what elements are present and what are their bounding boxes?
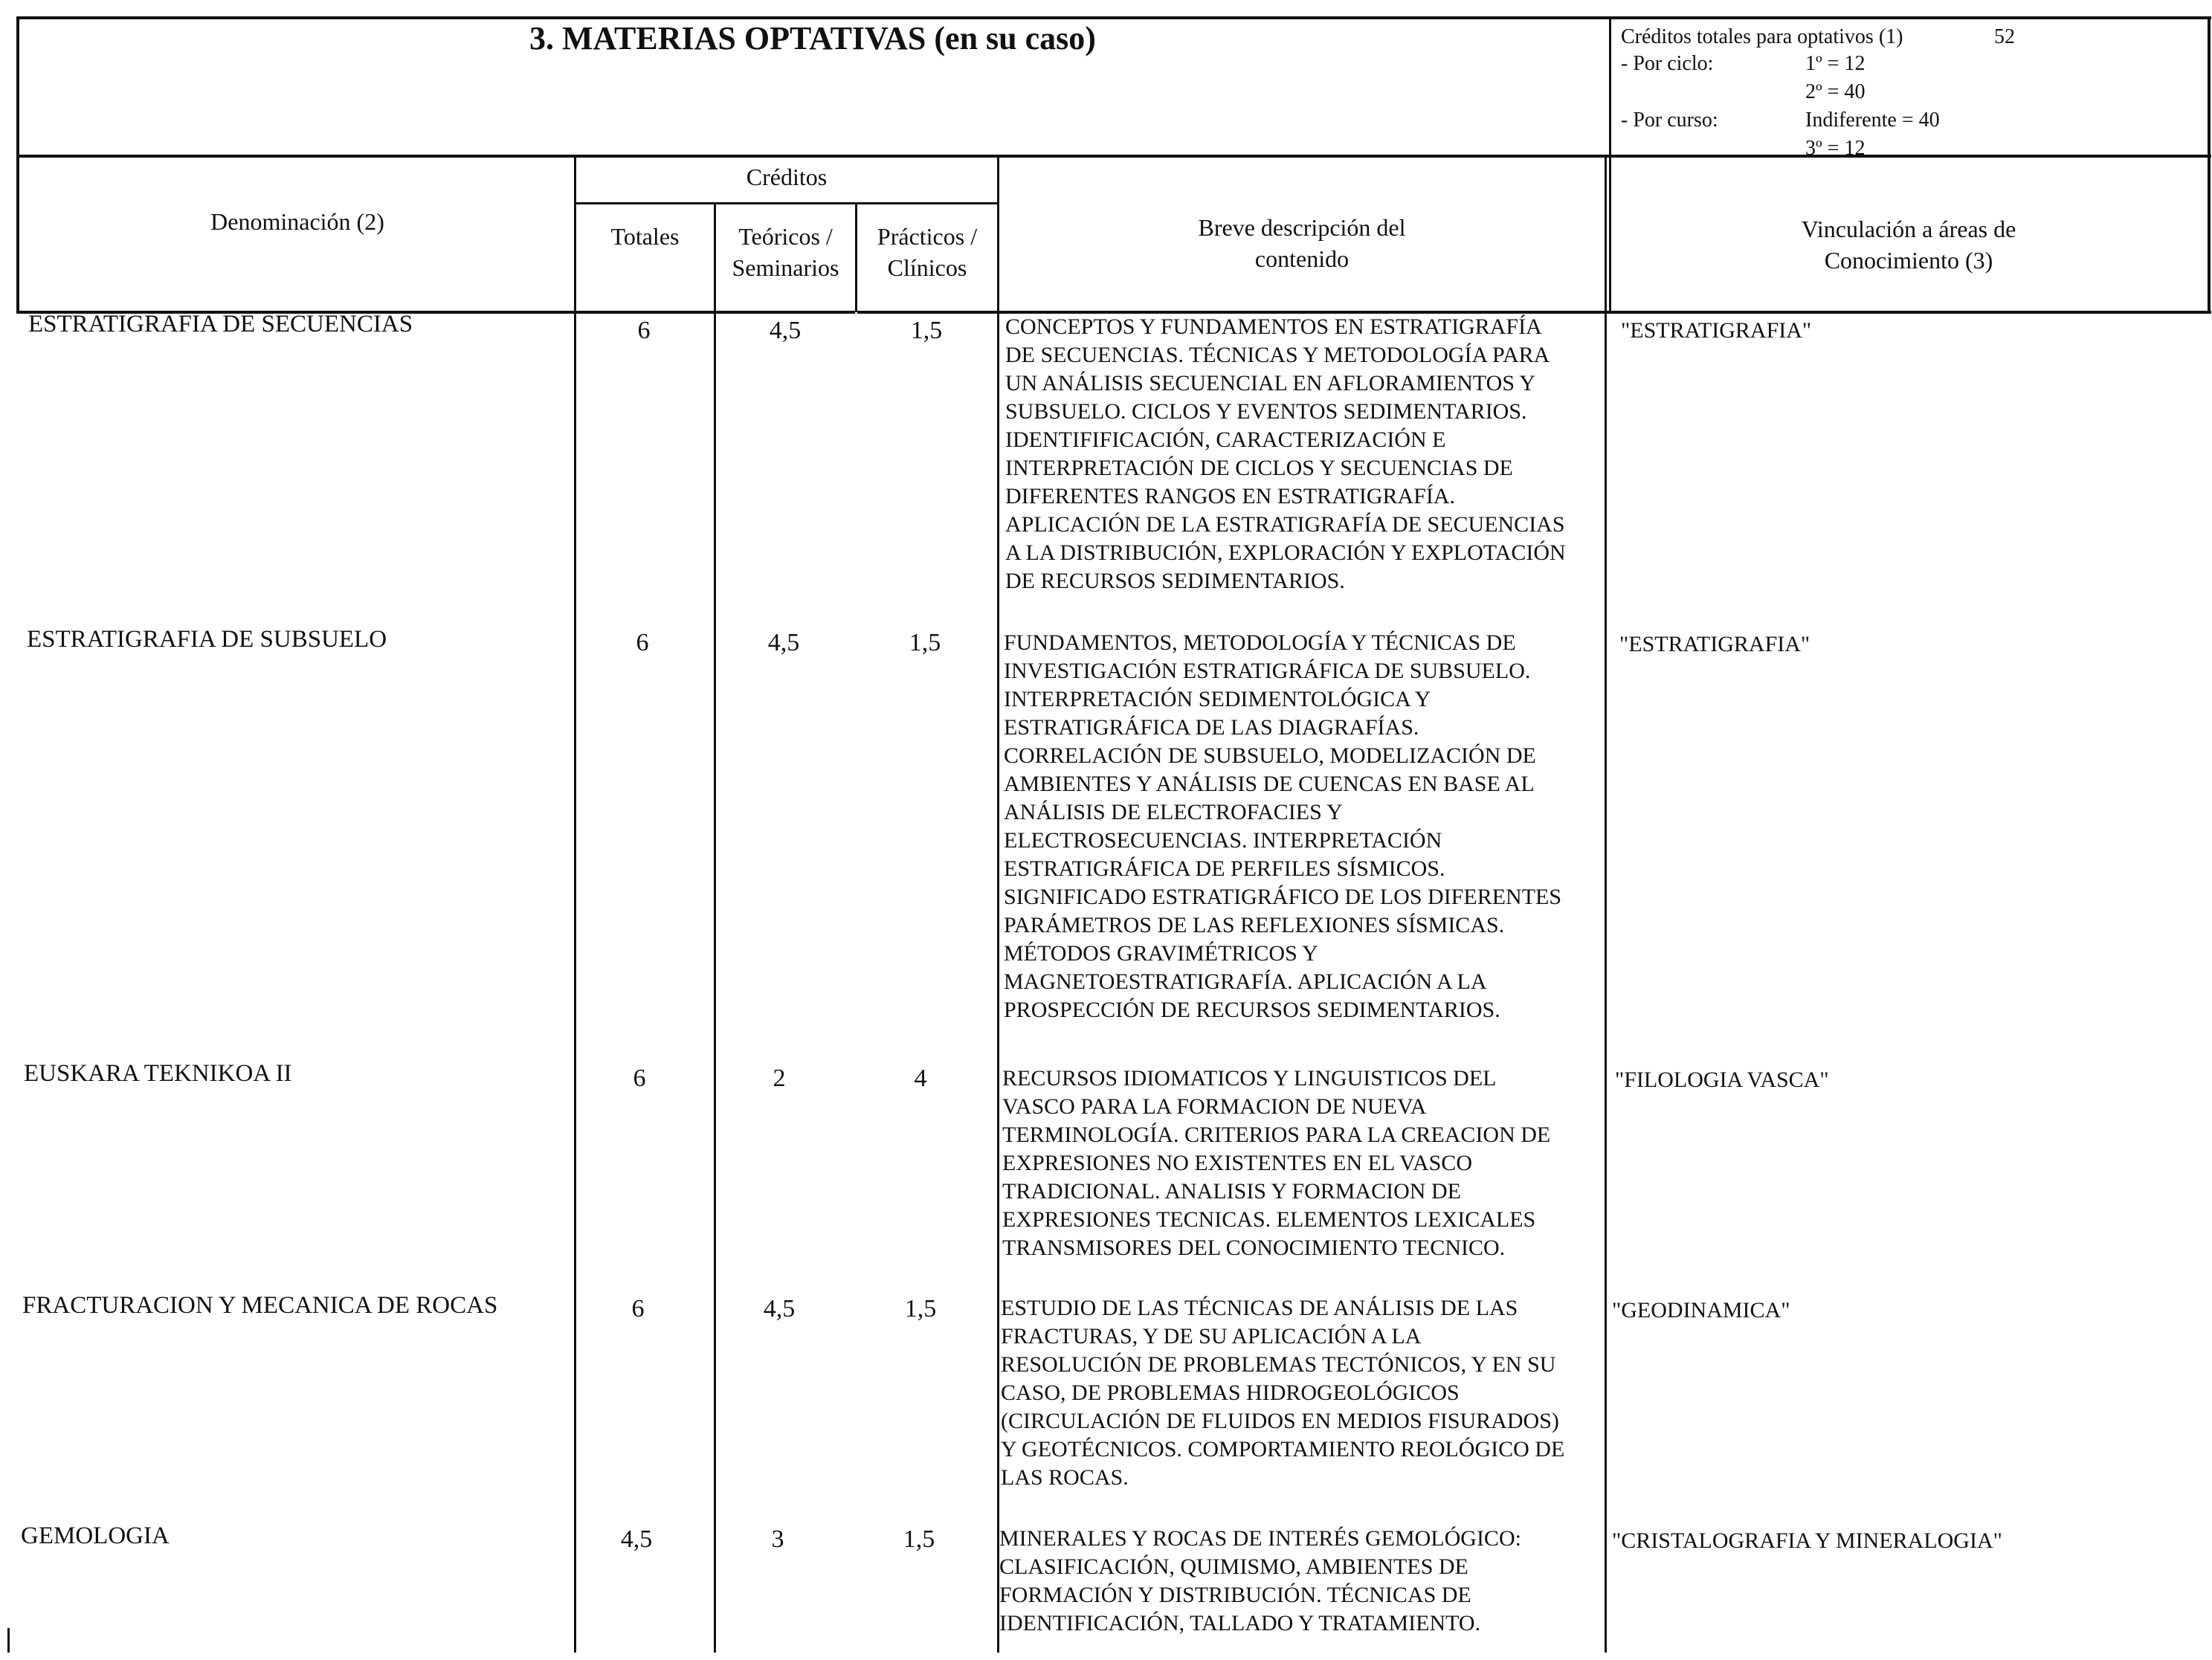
row-5-name: GEMOLOGIA [21,1522,170,1549]
row-5-teoricos: 3 [771,1525,784,1553]
column-header-teoricos-line1: Teóricos / [738,223,833,250]
row-2-practicos: 1,5 [909,629,941,656]
curso-3-value: 3º = 12 [1805,137,1866,160]
creditos-group-rule [574,202,999,204]
column-header-creditos: Créditos [746,164,828,190]
curso-indiferente-value: Indiferente = 40 [1805,109,1940,132]
row-2-area: "ESTRATIGRAFIA" [1619,632,1810,656]
row-2-totales: 6 [636,629,649,656]
ciclo-1-value: 1º = 12 [1805,52,1866,75]
column-header-descripcion-line1: Breve descripción del [1198,214,1406,241]
row-2-teoricos: 4,5 [767,629,800,656]
row-1-totales: 6 [637,317,651,344]
creditos-group-left [574,156,576,1653]
title-bottom-rule [16,155,2211,158]
row-2-description: FUNDAMENTOS, METODOLOGÍA Y TÉCNICAS DE INVESTIGACIÓN ESTRATIGRÁFICA DE SUBSUELO. INTERPRETACIÓN SEDIMENTOLÓGICA Y ESTRATIGRÁFICA DE LAS DIAGRAFÍAS. CORRELACIÓN DE SUBSUELO, MODELIZACIÓN DE AMBIENTES Y ANÁLISIS DE CUENCAS EN BASE AL ANÁLISIS DE ELECTROFACIES Y ELECTROSECUENCIAS. INTERPRETACIÓN ESTRATIGRÁFICA DE PERFILES SÍSMICOS. SIGNIFICADO ESTRATIGRÁFICO DE LOS DIFERENTES PARÁMETROS DE LAS REFLEXIONES SÍSMICAS. MÉTODOS GRAVIMÉTRICOS Y MAGNETOESTRATIGRAFÍA. APLICACIÓN A LA PROSPECCIÓN DE RECURSOS SEDIMENTARIOS. [1004,630,1562,1022]
row-1-teoricos: 4,5 [769,317,802,344]
row-5-totales: 4,5 [620,1525,653,1553]
row-4-practicos: 1,5 [904,1295,937,1322]
row-1-description: CONCEPTOS Y FUNDAMENTOS EN ESTRATIGRAFÍA DE SECUENCIAS. TÉCNICAS Y METODOLOGÍA PARA UN ANÁLISIS SECUENCIAL EN AFLORAMIENTOS Y SUBSUELO. CICLOS Y EVENTOS SEDIMENTARIOS. IDENTIFIFICACIÓN, CARACTERIZACIÓN E INTERPRETACIÓN DE CICLOS Y SECUENCIAS DE DIFERENTES RANGOS EN ESTRATIGRAFÍA. APLICACIÓN DE LA ESTRATIGRAFÍA DE SECUENCIAS A LA DISTRIBUCIÓN, EXPLORACIÓN Y EXPLOTACIÓN DE RECURSOS SEDIMENTARIOS. [1005,314,1566,593]
row-1-area: "ESTRATIGRAFIA" [1621,318,1812,343]
credits-total-value: 52 [1994,25,2015,48]
creditos-group-right [997,156,999,1653]
column-header-vinculacion-line1: Vinculación a áreas de [1801,216,2016,242]
credits-total-label: Créditos totales para optativos (1) [1621,25,1903,48]
row-1-practicos: 1,5 [910,317,943,344]
row-3-totales: 6 [633,1065,646,1092]
row-4-teoricos: 4,5 [763,1295,796,1322]
body-left-edge [7,1628,10,1653]
por-curso-label: - Por curso: [1621,109,1718,132]
column-header-descripcion-line2: contenido [1254,245,1350,272]
ciclo-2-value: 2º = 40 [1805,80,1866,103]
column-header-teoricos-line2: Seminarios [732,254,839,281]
description-area-divider [1605,156,1607,1653]
row-4-totales: 6 [631,1295,645,1322]
row-5-description: MINERALES Y ROCAS DE INTERÉS GEMOLÓGICO: CLASIFICACIÓN, QUIMISMO, AMBIENTES DE FORMACIÓN Y DISTRIBUCIÓN. TÉCNICAS DE IDENTIFICACIÓN, TALLADO Y TRATAMIENTO. [999,1526,1521,1635]
row-5-practicos: 1,5 [903,1525,935,1553]
row-3-description: RECURSOS IDIOMATICOS Y LINGUISTICOS DEL VASCO PARA LA FORMACION DE NUEVA TERMINOLOGÍA. CRITERIOS PARA LA CREACION DE EXPRESIONES NO EXISTENTES EN EL VASCO TRADICIONAL. ANALISIS Y FORMACION DE EXPRESIONES TECNICAS. ELEMENTOS LEXICALES TRANSMISORES DEL CONOCIMIENTO TECNICO. [1002,1066,1551,1260]
row-3-area: "FILOLOGIA VASCA" [1615,1068,1829,1092]
page-title: 3. MATERIAS OPTATIVAS (en su caso) [529,20,1096,56]
row-4-description: ESTUDIO DE LAS TÉCNICAS DE ANÁLISIS DE LAS FRACTURAS, Y DE SU APLICACIÓN A LA RESOLUCIÓN DE PROBLEMAS TECTÓNICOS, Y EN SU CASO, DE PROBLEMAS HIDROGEOLÓGICOS (CIRCULACIÓN DE FLUIDOS EN MEDIOS FISURADOS) Y GEOTÉCNICOS. COMPORTAMIENTO REOLÓGICO DE LAS ROCAS. [1001,1296,1565,1490]
row-5-area: "CRISTALOGRAFIA Y MINERALOGIA" [1612,1528,2002,1553]
row-2-name: ESTRATIGRAFIA DE SUBSUELO [27,626,387,653]
totales-teoricos-divider [714,202,716,1653]
column-header-practicos-line2: Clínicos [887,254,967,281]
column-header-practicos-line1: Prácticos / [877,223,978,250]
row-4-area: "GEODINAMICA" [1612,1298,1790,1322]
row-1-name: ESTRATIGRAFIA DE SECUENCIAS [28,311,413,338]
por-ciclo-label: - Por ciclo: [1621,52,1714,75]
practicos-body-divider [855,312,857,1653]
column-header-vinculacion-line2: Conocimiento (3) [1824,247,1993,274]
row-3-name: EUSKARA TEKNIKOA II [24,1060,292,1087]
row-3-teoricos: 2 [773,1065,786,1092]
table-border-top [16,16,2211,19]
column-header-totales: Totales [610,223,680,250]
table-border-left [16,16,19,312]
row-3-practicos: 4 [914,1065,927,1092]
row-4-name: FRACTURACION Y MECANICA DE ROCAS [22,1292,498,1319]
column-header-denominacion: Denominación (2) [210,208,384,235]
